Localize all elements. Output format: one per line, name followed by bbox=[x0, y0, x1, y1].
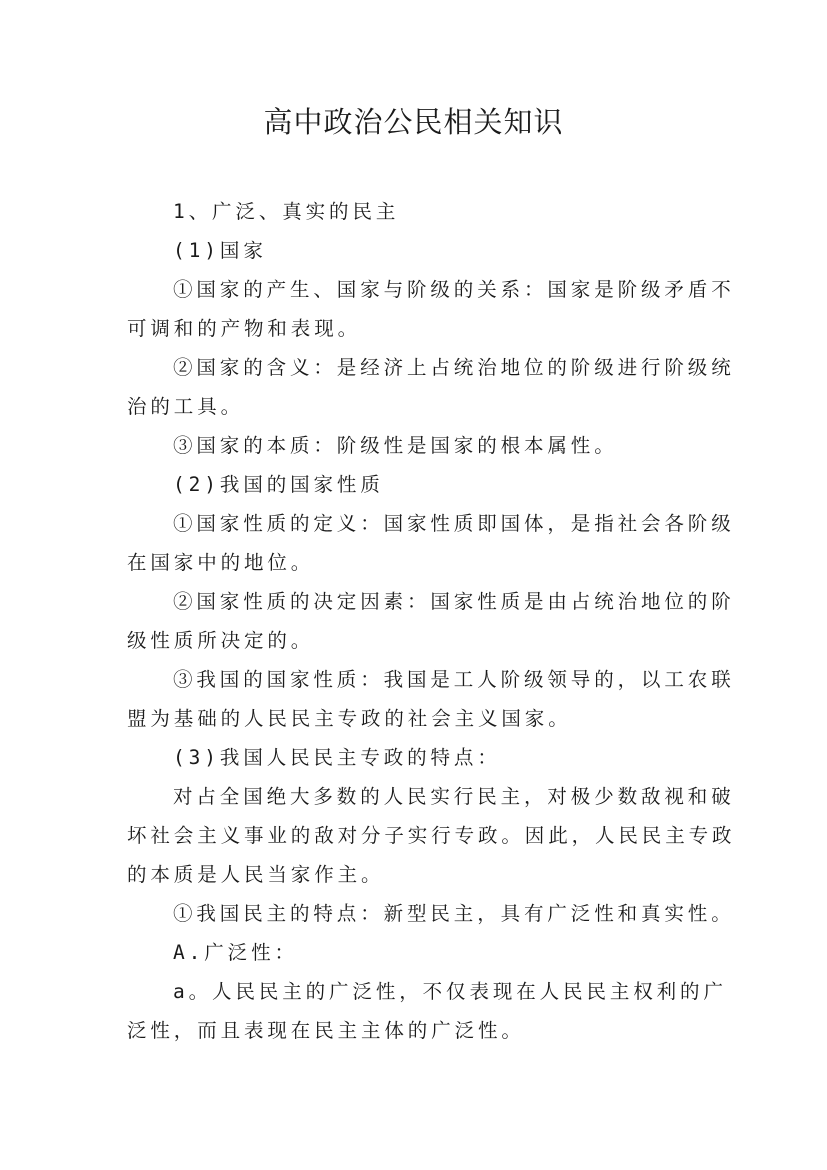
paragraph-line: 盟为基础的人民民主专政的社会主义国家。 bbox=[127, 707, 572, 730]
paragraph-line: 级性质所决定的。 bbox=[127, 629, 315, 652]
paragraph-line: ②国家的含义：是经济上占统治地位的阶级进行阶级统 bbox=[173, 356, 735, 379]
paragraph-line: a。人民民主的广泛性，不仅表现在人民民主权利的广 bbox=[173, 980, 727, 1003]
paragraph-line: 对占全国绝大多数的人民实行民主，对极少数敌视和破 bbox=[173, 785, 735, 808]
paragraph-line: 的本质是人民当家作主。 bbox=[127, 863, 385, 886]
subheading-dictatorship-features: (3)我国人民民主专政的特点： bbox=[173, 746, 501, 769]
heading-democracy: 1、广泛、真实的民主 bbox=[173, 200, 400, 223]
paragraph-line: 在国家中的地位。 bbox=[127, 551, 315, 574]
paragraph-line: ①国家性质的定义：国家性质即国体，是指社会各阶级 bbox=[173, 512, 735, 535]
subheading-state: (1)国家 bbox=[173, 239, 267, 262]
paragraph-line: 坏社会主义事业的敌对分子实行专政。因此，人民民主专政 bbox=[127, 824, 736, 847]
paragraph-line: ③国家的本质：阶级性是国家的根本属性。 bbox=[173, 434, 618, 457]
paragraph-line: 泛性，而且表现在民主主体的广泛性。 bbox=[127, 1019, 525, 1042]
paragraph-line: ②国家性质的决定因素：国家性质是由占统治地位的阶 bbox=[173, 590, 735, 613]
paragraph-line: 可调和的产物和表现。 bbox=[127, 317, 362, 340]
paragraph-line: ①我国民主的特点：新型民主，具有广泛性和真实性。 bbox=[173, 902, 735, 925]
subheading-state-nature: (2)我国的国家性质 bbox=[173, 473, 384, 496]
document-body bbox=[127, 192, 736, 1050]
document-title: 高中政治公民相关知识 bbox=[263, 105, 564, 139]
paragraph-line: ①国家的产生、国家与阶级的关系：国家是阶级矛盾不 bbox=[173, 278, 735, 301]
paragraph-line: ③我国的国家性质：我国是工人阶级领导的，以工农联 bbox=[173, 668, 735, 691]
subheading-breadth: A.广泛性： bbox=[173, 941, 298, 964]
paragraph-line: 治的工具。 bbox=[127, 395, 245, 418]
